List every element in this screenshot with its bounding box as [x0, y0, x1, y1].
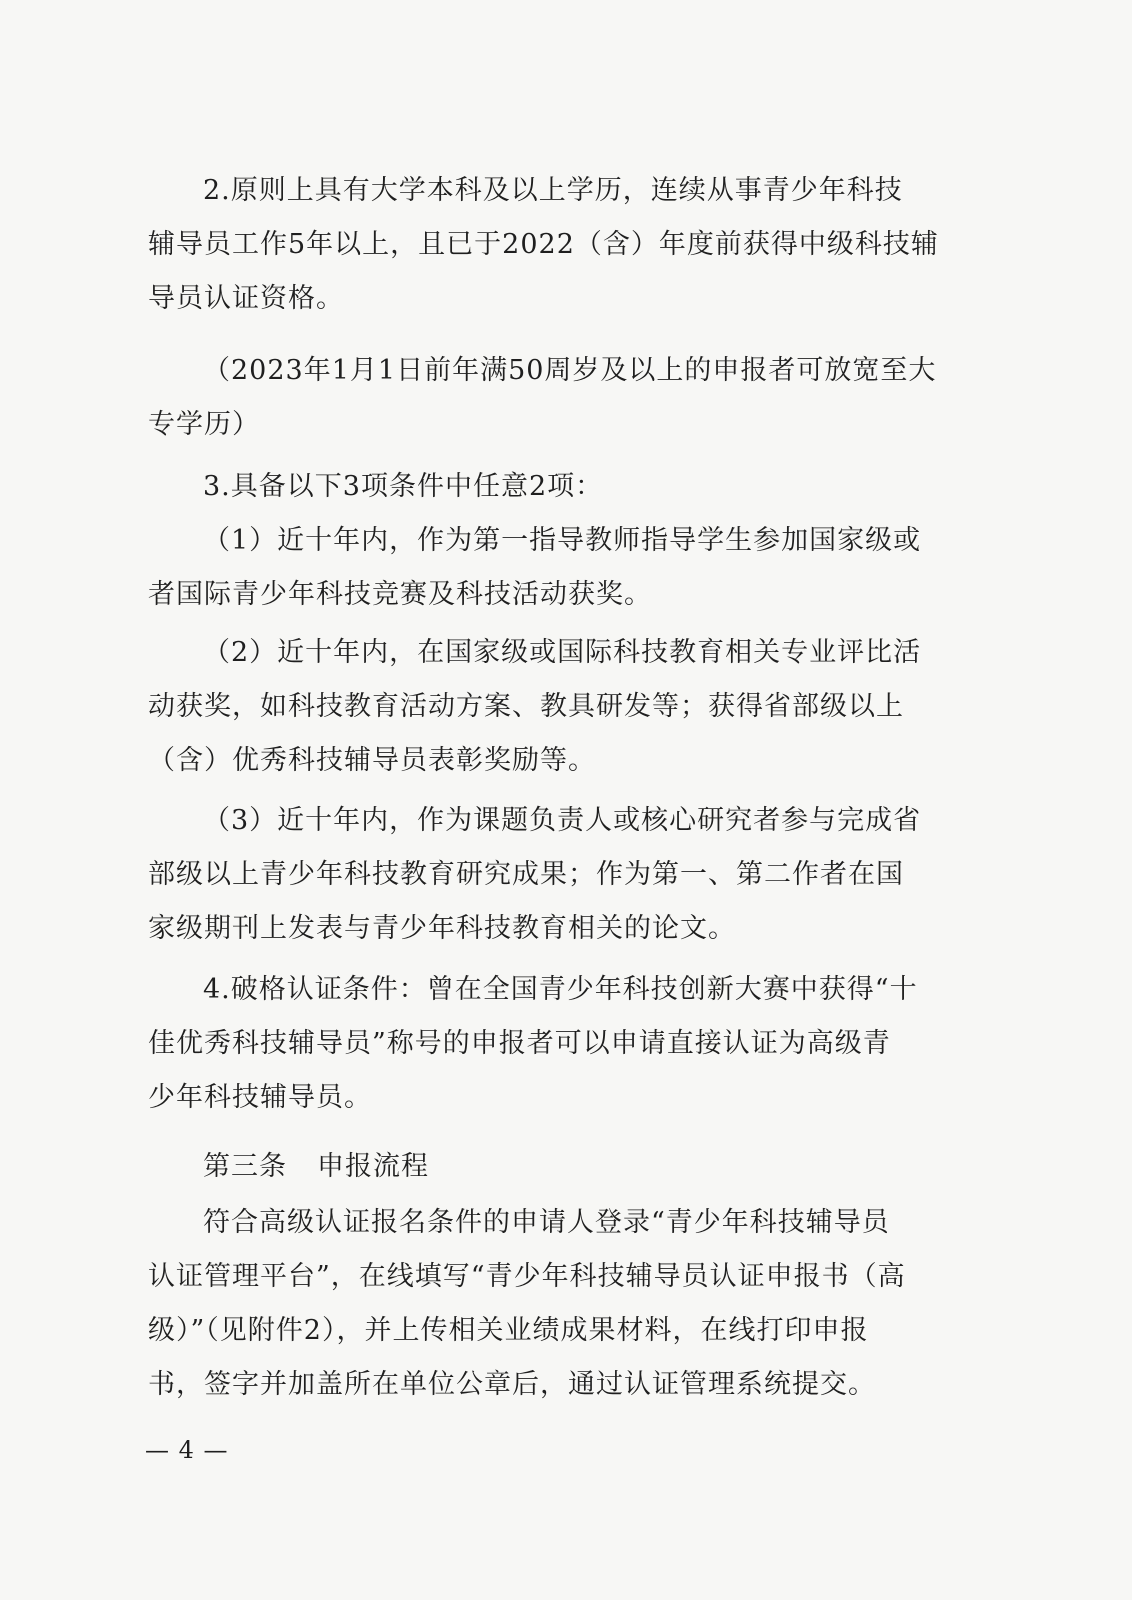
text-line: 4.破格认证条件：曾在全国青少年科技创新大赛中获得“十: [203, 974, 918, 1005]
text-line: （2023年1月1日前年满50周岁及以上的申报者可放宽至大: [203, 355, 937, 386]
section-heading: [203, 1140, 429, 1194]
text-line: 辅导员工作5年以上，且已于2022（含）年度前获得中级科技辅: [148, 229, 939, 260]
text-line: 导员认证资格。: [148, 283, 344, 314]
paragraph-conditions-intro: [148, 460, 968, 514]
paragraph-condition-1: [148, 514, 968, 622]
text-line: 符合高级认证报名条件的申请人登录“青少年科技辅导员: [203, 1207, 890, 1238]
paragraph-condition-2: [148, 626, 968, 788]
text-line: 3.具备以下3项条件中任意2项：: [203, 471, 604, 502]
text-line: 动获奖，如科技教育活动方案、教具研发等；获得省部级以上: [148, 691, 904, 722]
text-line: 级）”（见附件2），并上传相关业绩成果材料，在线打印申报: [148, 1315, 869, 1346]
paragraph-application-process: [148, 1196, 968, 1412]
paragraph-exceptional-certification: [148, 963, 968, 1125]
paragraph-condition-3: [148, 794, 968, 956]
text-line: 家级期刊上发表与青少年科技教育相关的论文。: [148, 913, 736, 944]
text-line: 2.原则上具有大学本科及以上学历，连续从事青少年科技: [203, 175, 903, 206]
text-line: （1）近十年内，作为第一指导教师指导学生参加国家级或: [203, 525, 922, 556]
text-line: 书，签字并加盖所在单位公章后，通过认证管理系统提交。: [148, 1369, 876, 1400]
text-line: 认证管理平台”，在线填写“青少年科技辅导员认证申报书（高: [148, 1261, 906, 1292]
text-line: 专学历）: [148, 409, 260, 440]
text-line: 部级以上青少年科技教育研究成果；作为第一、第二作者在国: [148, 859, 904, 890]
text-line: 者国际青少年科技竞赛及科技活动获奖。: [148, 579, 652, 610]
text-line: 少年科技辅导员。: [148, 1082, 372, 1113]
page-number: — 4 —: [145, 1436, 229, 1464]
section-title: 申报流程: [317, 1151, 429, 1182]
paragraph-age-exception: [148, 344, 968, 452]
paragraph-education-requirement: [148, 164, 968, 326]
text-line: 佳优秀科技辅导员”称号的申报者可以申请直接认证为高级青: [148, 1028, 891, 1059]
text-line: （3）近十年内，作为课题负责人或核心研究者参与完成省: [203, 805, 922, 836]
section-number: 第三条: [203, 1151, 287, 1182]
text-line: （2）近十年内，在国家级或国际科技教育相关专业评比活: [203, 637, 922, 668]
text-line: （含）优秀科技辅导员表彰奖励等。: [148, 745, 596, 776]
